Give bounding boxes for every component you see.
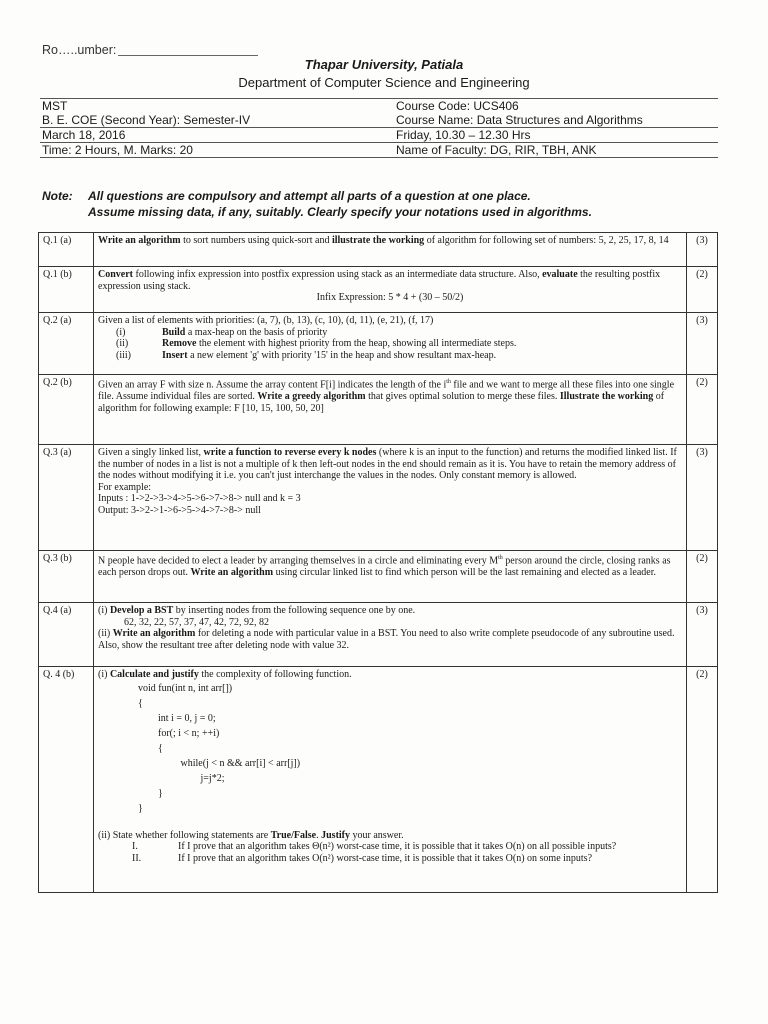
sub-part: (ii) Remove the element with highest priority from the heap, showing all intermediate steps. xyxy=(116,338,517,350)
example-output: Output: 3->2->1->6->5->4->7->8-> null xyxy=(98,504,261,516)
question-row xyxy=(39,551,718,603)
question-row xyxy=(39,233,718,267)
time-marks: Time: 2 Hours, M. Marks: 20 xyxy=(40,143,384,158)
statement: II. If I prove that an algorithm takes O(n²) worst-case time, it is possible that it takes O(n) on some inputs? xyxy=(132,852,593,864)
question-number: Q.3 (a) xyxy=(39,445,94,551)
question-marks: (3) xyxy=(687,603,718,667)
question-text: Given a singly linked list, write a function to reverse every k nodes (where k is an input to the function) and returns the modified linked list. If the number of nodes in a list is not a multiple of k then left-out nodes in the end should remain as it is. You have to retain the memory address of the nodes without modifying it i.e. you can't just interchange the values in the nodes. Only constant memory is allowed. For example: Inputs : 1->2->3->4->5->6->7->8-> null and k = 3 Output: 3->2->1->6->5->4->7->8-> null xyxy=(94,445,687,551)
question-number: Q.3 (b) xyxy=(39,551,94,603)
question-number: Q.2 (a) xyxy=(39,313,94,375)
roll-number-label: Ro…..umber: xyxy=(42,43,117,57)
exam-date: March 18, 2016 xyxy=(40,128,384,143)
bst-sequence: 62, 32, 22, 57, 37, 47, 42, 72, 92, 82 xyxy=(124,616,269,628)
questions-table xyxy=(38,232,718,893)
question-row xyxy=(39,603,718,667)
question-marks: (3) xyxy=(687,445,718,551)
question-marks: (3) xyxy=(687,313,718,375)
note-label: Note: xyxy=(42,189,73,203)
faculty-names: Name of Faculty: DG, RIR, TBH, ANK xyxy=(384,143,718,158)
question-marks: (3) xyxy=(687,233,718,267)
question-text: N people have decided to elect a leader by arranging themselves in a circle and eliminating every Mth person around the circle, closing ranks as each person drops out. Write an algorithm using circular linked list to find which person will be the last remaining and elected as a leader. xyxy=(94,551,687,603)
exam-type: MST xyxy=(40,99,384,114)
question-text: (i) Develop a BST by inserting nodes from the following sequence one by one. 62, 32, 22, 57, 37, 47, 42, 72, 92, 82 (ii) Write an algorithm for deleting a node with particular value in a BST. You need to also write complete pseudocode of any subroutine used. Also, show the resultant tree after deleting node with value 32. xyxy=(94,603,687,667)
note-line-2: Assume missing data, if any, suitably. Clearly specify your notations used in algorithms. xyxy=(88,205,592,219)
question-text: Write an algorithm to sort numbers using quick-sort and illustrate the working of algorithm for following set of numbers: 5, 2, 25, 17, 8, 14 xyxy=(94,233,687,267)
question-text: Given a list of elements with priorities: (a, 7), (b, 13), (c, 10), (d, 11), (e, 21), (f, 17) (i) Build a max-heap on the basis of priority (ii) Remove the element with highest priority from the heap, showing all intermediate steps. (iii) Insert a new element 'g' with priority '15' in the heap and show resultant max-heap. xyxy=(94,313,687,375)
question-number: Q.4 (a) xyxy=(39,603,94,667)
sub-part: (iii) Insert a new element 'g' with priority '15' in the heap and show resultant max-heap. xyxy=(116,349,497,361)
university-name: Thapar University, Patiala xyxy=(304,57,464,72)
question-row xyxy=(39,313,718,375)
question-row xyxy=(39,667,718,893)
question-number: Q. 4 (b) xyxy=(39,667,94,893)
infix-expression: Infix Expression: 5 * 4 + (30 – 50/2) xyxy=(316,292,464,304)
question-text: Given an array F with size n. Assume the array content F[i] indicates the length of the $i^{th}$ file and we want to merge all these files into one single file. Assume individual files are sorted. Write a greedy algorithm that gives optimal solution to merge these files. Illustrate the working of algorithm for following example: F [10, 15, 100, 50, 20] xyxy=(94,375,687,445)
question-marks: (2) xyxy=(687,551,718,603)
example-input: Inputs : 1->2->3->4->5->6->7->8-> null and k = 3 xyxy=(98,493,301,505)
question-row xyxy=(39,445,718,551)
question-marks: (2) xyxy=(687,375,718,445)
statement: I. If I prove that an algorithm takes Θ(n²) worst-case time, it is possible that it takes O(n) on all possible inputs? xyxy=(132,841,617,853)
department-name: Department of Computer Science and Engineering xyxy=(238,75,530,90)
question-number: Q.1 (b) xyxy=(39,267,94,313)
exam-day-time: Friday, 10.30 – 12.30 Hrs xyxy=(384,128,718,143)
question-marks: (2) xyxy=(687,667,718,893)
question-row xyxy=(39,267,718,313)
instructions-note xyxy=(42,188,742,220)
question-text: Convert following infix expression into postfix expression using stack as an intermediate data structure. Also, evaluate the resulting postfix expression using stack. Infix Expression: 5 * 4 + (30 – 50/2) xyxy=(94,267,687,313)
code-snippet: void fun(int n, int arr[]) { int i = 0, j = 0; for(; i < n; ++i) { while(j < n && arr[i] < arr[j]) j=j*2; } } xyxy=(138,682,301,814)
question-number: Q.2 (b) xyxy=(39,375,94,445)
question-number: Q.1 (a) xyxy=(39,233,94,267)
program: B. E. COE (Second Year): Semester-IV xyxy=(40,113,384,128)
question-marks: (2) xyxy=(687,267,718,313)
roll-number-blank xyxy=(118,55,258,56)
question-text: (i) Calculate and justify the complexity of following function. void fun(int n, int arr[]) { int i = 0, j = 0; for(; i < n; ++i) { while(j < n && arr[i] < arr[j]) j=j*2; } } (ii) State whether following statements are True/False. Justify your answer. I. If I prove that an algorithm takes Θ(n²) worst-case time, it is possible that it takes O(n) on all possible inputs? II. If I prove that an algorithm takes O(n²) worst-case time, it is possible that it takes O(n) on some inputs? xyxy=(94,667,687,893)
course-name: Course Name: Data Structures and Algorithms xyxy=(384,113,718,128)
note-line-1: All questions are compulsory and attempt all parts of a question at one place. xyxy=(88,189,531,203)
roll-number-field xyxy=(42,43,258,57)
exam-info-table xyxy=(40,98,718,158)
sub-part: (i) Build a max-heap on the basis of priority xyxy=(116,326,328,338)
question-row xyxy=(39,375,718,445)
course-code: Course Code: UCS406 xyxy=(384,99,718,114)
